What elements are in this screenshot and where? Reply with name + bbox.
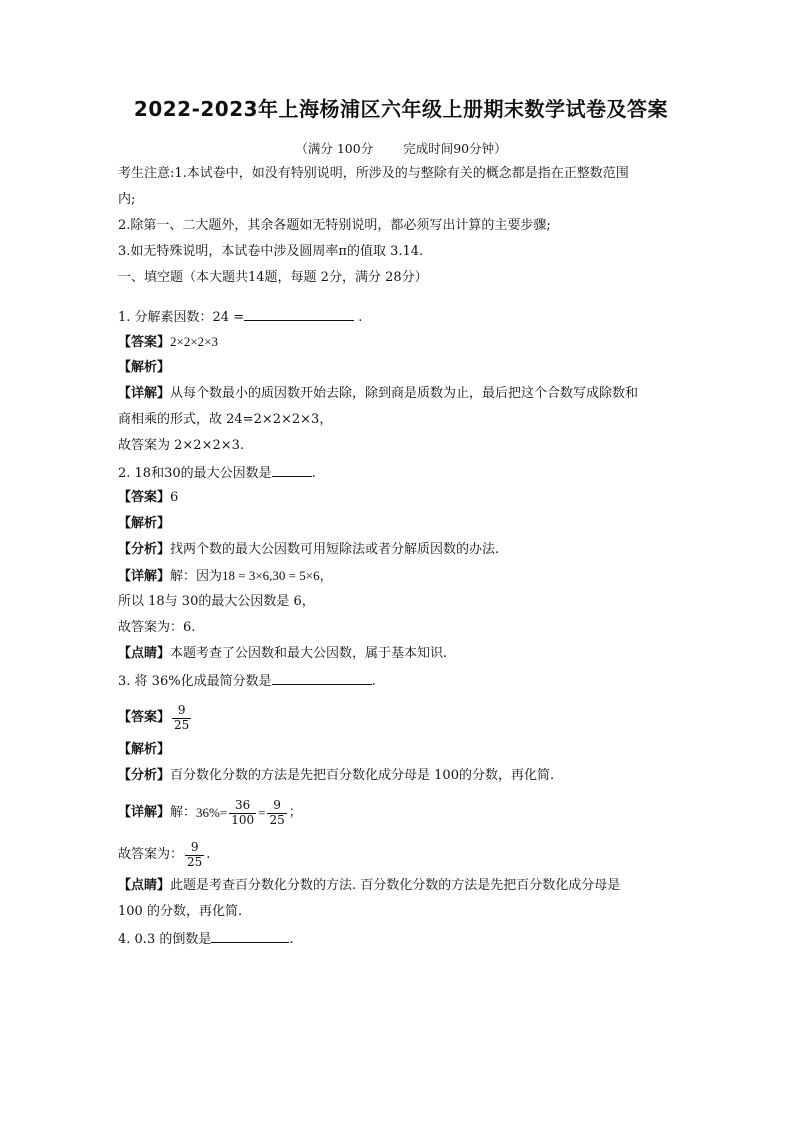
- fenxi-text: 百分数化分数的方法是先把百分数化成分母是 100的分数，再化简.: [170, 768, 555, 784]
- conclusion-end: .: [206, 847, 211, 863]
- question-3-stem: 3. 将 36%化成最简分数是: [118, 674, 272, 690]
- question-2: 2. 18和30的最大公因数是 .: [118, 462, 684, 488]
- numerator: 9: [190, 840, 199, 855]
- detail-line: [118, 384, 684, 410]
- conclusion: 故答案为 2×2×2×3.: [118, 438, 245, 454]
- fenxi-text: 找两个数的最大公因数可用短除法或者分解质因数的办法.: [170, 542, 500, 558]
- fraction-36-100: [229, 799, 256, 828]
- time-limit: 完成时间90分钟）: [403, 141, 507, 156]
- analysis-label: 【解析】: [118, 360, 171, 376]
- denominator: 25: [187, 854, 203, 869]
- spacer: [118, 294, 684, 306]
- question-4-stem: 4. 0.3 的倒数是: [118, 932, 212, 948]
- answer-blank: [244, 306, 354, 321]
- dianjing-label: 【点睛】: [118, 878, 171, 894]
- page-title: 2022-2023年上海杨浦区六年级上册期末数学试卷及答案: [133, 97, 669, 121]
- fraction-9-25: [267, 799, 286, 828]
- detail-label: 【详解】: [118, 569, 171, 585]
- detail-text-continued: 所以 18与 30的最大公因数是 6，: [118, 594, 315, 610]
- analysis-label: 【解析】: [118, 742, 171, 758]
- question-1: 1. 分解素因数：24 = .: [118, 306, 684, 332]
- detail-prefix: 解：: [170, 805, 197, 821]
- section-heading: 一、填空题（本大题共14题，每题 2分，满分 28分）: [118, 270, 428, 286]
- note-1a: 考生注意:1.本试卷中，如没有特别说明，所涉及的与整除有关的概念都是指在正整数范围: [118, 166, 629, 182]
- full-score: （满分 100分: [295, 141, 374, 156]
- detail-label: 【详解】: [118, 805, 171, 821]
- analysis-label: 【解析】: [118, 516, 171, 532]
- answer-value: 6: [170, 490, 179, 506]
- conclusion-fraction: [185, 841, 204, 870]
- question-3: 3. 将 36%化成最简分数是 .: [118, 670, 684, 696]
- denominator: 25: [174, 717, 190, 732]
- detail-label: 【详解】: [118, 386, 171, 402]
- dianjing-label: 【点睛】: [118, 646, 171, 662]
- dianjing-text-continued: 100 的分数，再化简.: [118, 904, 243, 920]
- question-1-stem: 1. 分解素因数：24 =: [118, 310, 245, 326]
- denominator: 100: [231, 812, 255, 827]
- detail-line: [118, 566, 684, 592]
- analysis-line: [118, 766, 684, 792]
- answer-label: 【答案】: [118, 710, 171, 726]
- fenxi-label: 【分析】: [118, 542, 171, 558]
- dianjing-text: 此题是考查百分数化分数的方法. 百分数化分数的方法是先把百分数化成分母是: [170, 878, 621, 894]
- percent-expression: 36%=: [196, 805, 228, 821]
- answer-fraction: [172, 704, 191, 733]
- dianjing-text: 本题考查了公因数和最大公因数，属于基本知识.: [170, 646, 448, 662]
- answer-label: 【答案】: [118, 335, 171, 351]
- answer-line: [118, 488, 684, 514]
- answer-line: [118, 696, 684, 740]
- conclusion-prefix: 故答案为：: [118, 847, 184, 863]
- dianjing-line: [118, 876, 684, 902]
- fenxi-label: 【分析】: [118, 768, 171, 784]
- detail-text: 从每个数最小的质因数开始去除，除到商是质数为止，最后把这个合数写成除数和: [170, 386, 639, 402]
- answer-line: [118, 332, 684, 358]
- question-2-stem: 2. 18和30的最大公因数是: [118, 466, 272, 482]
- numerator: 9: [177, 703, 186, 718]
- question-4: 4. 0.3 的倒数是 .: [118, 928, 684, 954]
- answer-blank: [272, 670, 372, 685]
- detail-text: 解：因为18 = 3×6,30 = 5×6，: [170, 568, 333, 584]
- denominator: 25: [269, 812, 285, 827]
- note-1b: 内;: [118, 192, 136, 208]
- detail-line: [118, 792, 684, 834]
- answer-blank: [272, 462, 312, 477]
- detail-text-continued: 商相乘的形式，故 24=2×2×2×3，: [118, 412, 333, 428]
- detail-end: ；: [288, 805, 302, 821]
- note-3: 3.如无特殊说明，本试卷中涉及圆周率π的值取 3.14.: [118, 244, 424, 260]
- exam-info: [118, 139, 684, 158]
- dianjing-line: [118, 644, 684, 670]
- analysis-line: [118, 540, 684, 566]
- numerator: 9: [273, 798, 281, 813]
- answer-value: 2×2×2×3: [170, 334, 219, 350]
- answer-label: 【答案】: [118, 490, 171, 506]
- note-2: 2.除第一、二大题外，其余各题如无特别说明，都必须写出计算的主要步骤;: [118, 218, 551, 234]
- conclusion: 故答案为：6.: [118, 620, 196, 636]
- equals-sign: =: [258, 805, 266, 821]
- conclusion: [118, 834, 684, 876]
- answer-blank: [211, 928, 289, 943]
- numerator: 36: [235, 798, 251, 813]
